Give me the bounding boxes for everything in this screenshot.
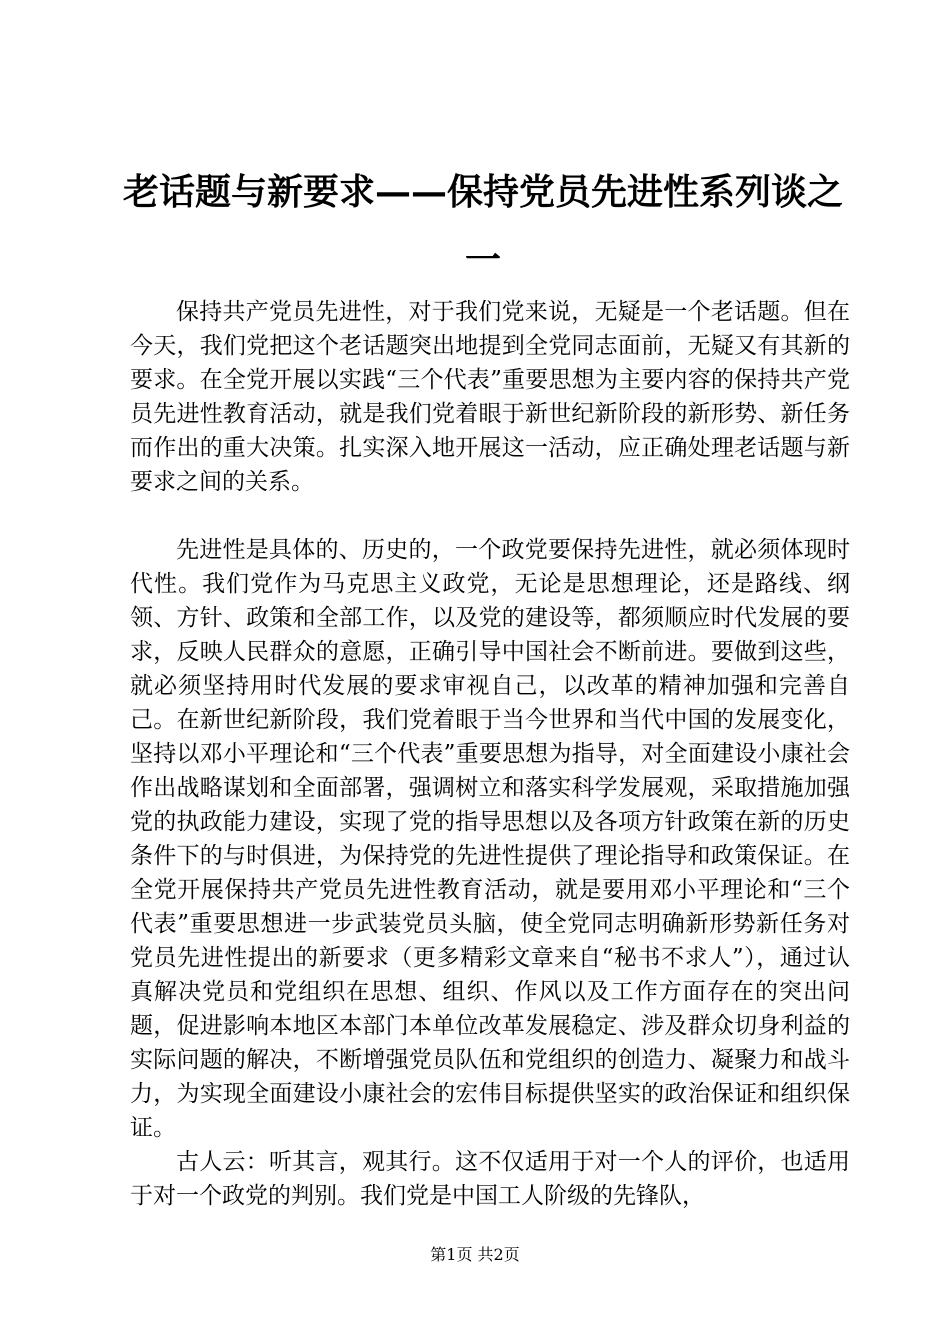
document-title: 老话题与新要求——保持党员先进性系列谈之一 [122,171,843,281]
paragraph-2: 先进性是具体的、历史的，一个政党要保持先进性，就必须体现时代性。我们党作为马克思主义政党，无论是思想理论，还是路线、纲领、方针、政策和全部工作，以及党的建设等，都须顺应时代发展的要求，反映人民群众的意愿，正确引导中国社会不断前进。要做到这些，就必须坚持用时代发展的要求审视自己，以改革的精神加强和完善自己。在新世纪新阶段，我们党着眼于当今世界和当代中国的发展变化，坚持以邓小平理论和“三个代表”重要思想为指导，对全面建设小康社会作出战略谋划和全面部署，强调树立和落实科学发展观，采取措施加强党的执政能力建设，实现了党的指导思想以及各项方针政策在新的历史条件下的与时俱进，为保持党的先进性提供了理论指导和政策保证。在全党开展保持共产党员先进性教育活动，就是要用邓小平理论和“三个代表”重要思想进一步武装党员头脑，使全党同志明确新形势新任务对党员先进性提出的新要求（更多精彩文章来自“秘书不求人”），通过认真解决党员和党组织在思想、组织、作风以及工作方面存在的突出问题，促进影响本地区本部门本单位改革发展稳定、涉及群众切身利益的实际问题的解决，不断增强党员队伍和党组织的创造力、凝聚力和战斗力，为实现全面建设小康社会的宏伟目标提供坚实的政治保证和组织保证。 [130,537,850,1141]
paragraph-3: 古人云：听其言，观其行。这不仅适用于对一个人的评价，也适用于对一个政党的判别。我们党是中国工人阶级的先锋队， [130,1149,850,1209]
document-body [130,295,850,1213]
page-footer: 第1页 共2页 [430,1245,520,1264]
paragraph-1: 保持共产党员先进性，对于我们党来说，无疑是一个老话题。但在今天，我们党把这个老话题突出地提到全党同志面前，无疑又有其新的要求。在全党开展以实践“三个代表”重要思想为主要内容的保持共产党员先进性教育活动，就是我们党着眼于新世纪新阶段的新形势、新任务而作出的重大决策。扎实深入地开展这一活动，应正确处理老话题与新要求之间的关系。 [130,299,850,495]
